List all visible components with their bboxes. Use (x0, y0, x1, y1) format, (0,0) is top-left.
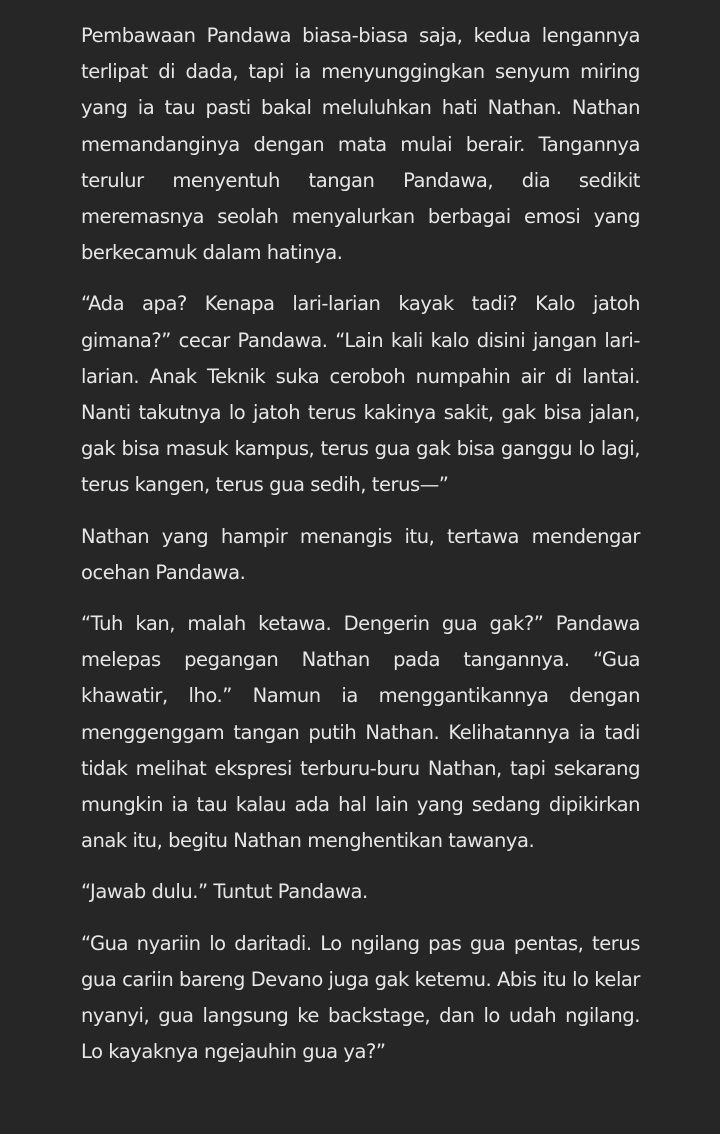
paragraph-4: “Tuh kan, malah ketawa. Dengerin gua gak?” Pandawa melepas pegangan Nathan pada tangannya. “Gua khawatir, lho.” Namun ia menggantikannya dengan menggenggam tangan putih Nathan. Kelihatannya ia tadi tidak melihat ekspresi terburu-buru Nathan, tapi sekarang mungkin ia tau kalau ada hal lain yang sedang dipikirkan anak itu, begitu Nathan menghentikan tawanya. (81, 612, 640, 853)
paragraph-2: “Ada apa? Kenapa lari-larian kayak tadi? Kalo jatoh gimana?” cecar Pandawa. “Lain kali kalo disini jangan lari-larian. Anak Teknik suka ceroboh numpahin air di lantai. Nanti takutnya lo jatoh terus kakinya sakit, gak bisa jalan, gak bisa masuk kampus, terus gua gak bisa ganggu lo lagi, terus kangen, terus gua sedih, terus—” (81, 292, 640, 497)
paragraph-3: Nathan yang hampir menangis itu, tertawa mendengar ocehan Pandawa. (81, 524, 640, 584)
story-text (81, 18, 640, 1085)
paragraph-1: Pembawaan Pandawa biasa-biasa saja, kedua lengannya terlipat di dada, tapi ia menyunggingkan senyum miring yang ia tau pasti bakal meluluhkan hati Nathan. Nathan memandanginya dengan mata mulai berair. Tangannya terulur menyentuh tangan Pandawa, dia sedikit meremasnya seolah menyalurkan berbagai emosi yang berkecamuk dalam hatinya. (81, 24, 640, 265)
paragraph-5: “Jawab dulu.” Tuntut Pandawa. (81, 880, 368, 904)
paragraph-6: “Gua nyariin lo daritadi. Lo ngilang pas gua pentas, terus gua cariin bareng Devano juga gak ketemu. Abis itu lo kelar nyanyi, gua langsung ke backstage, dan lo udah ngilang. Lo kayaknya ngejauhin gua ya?” (81, 931, 641, 1064)
